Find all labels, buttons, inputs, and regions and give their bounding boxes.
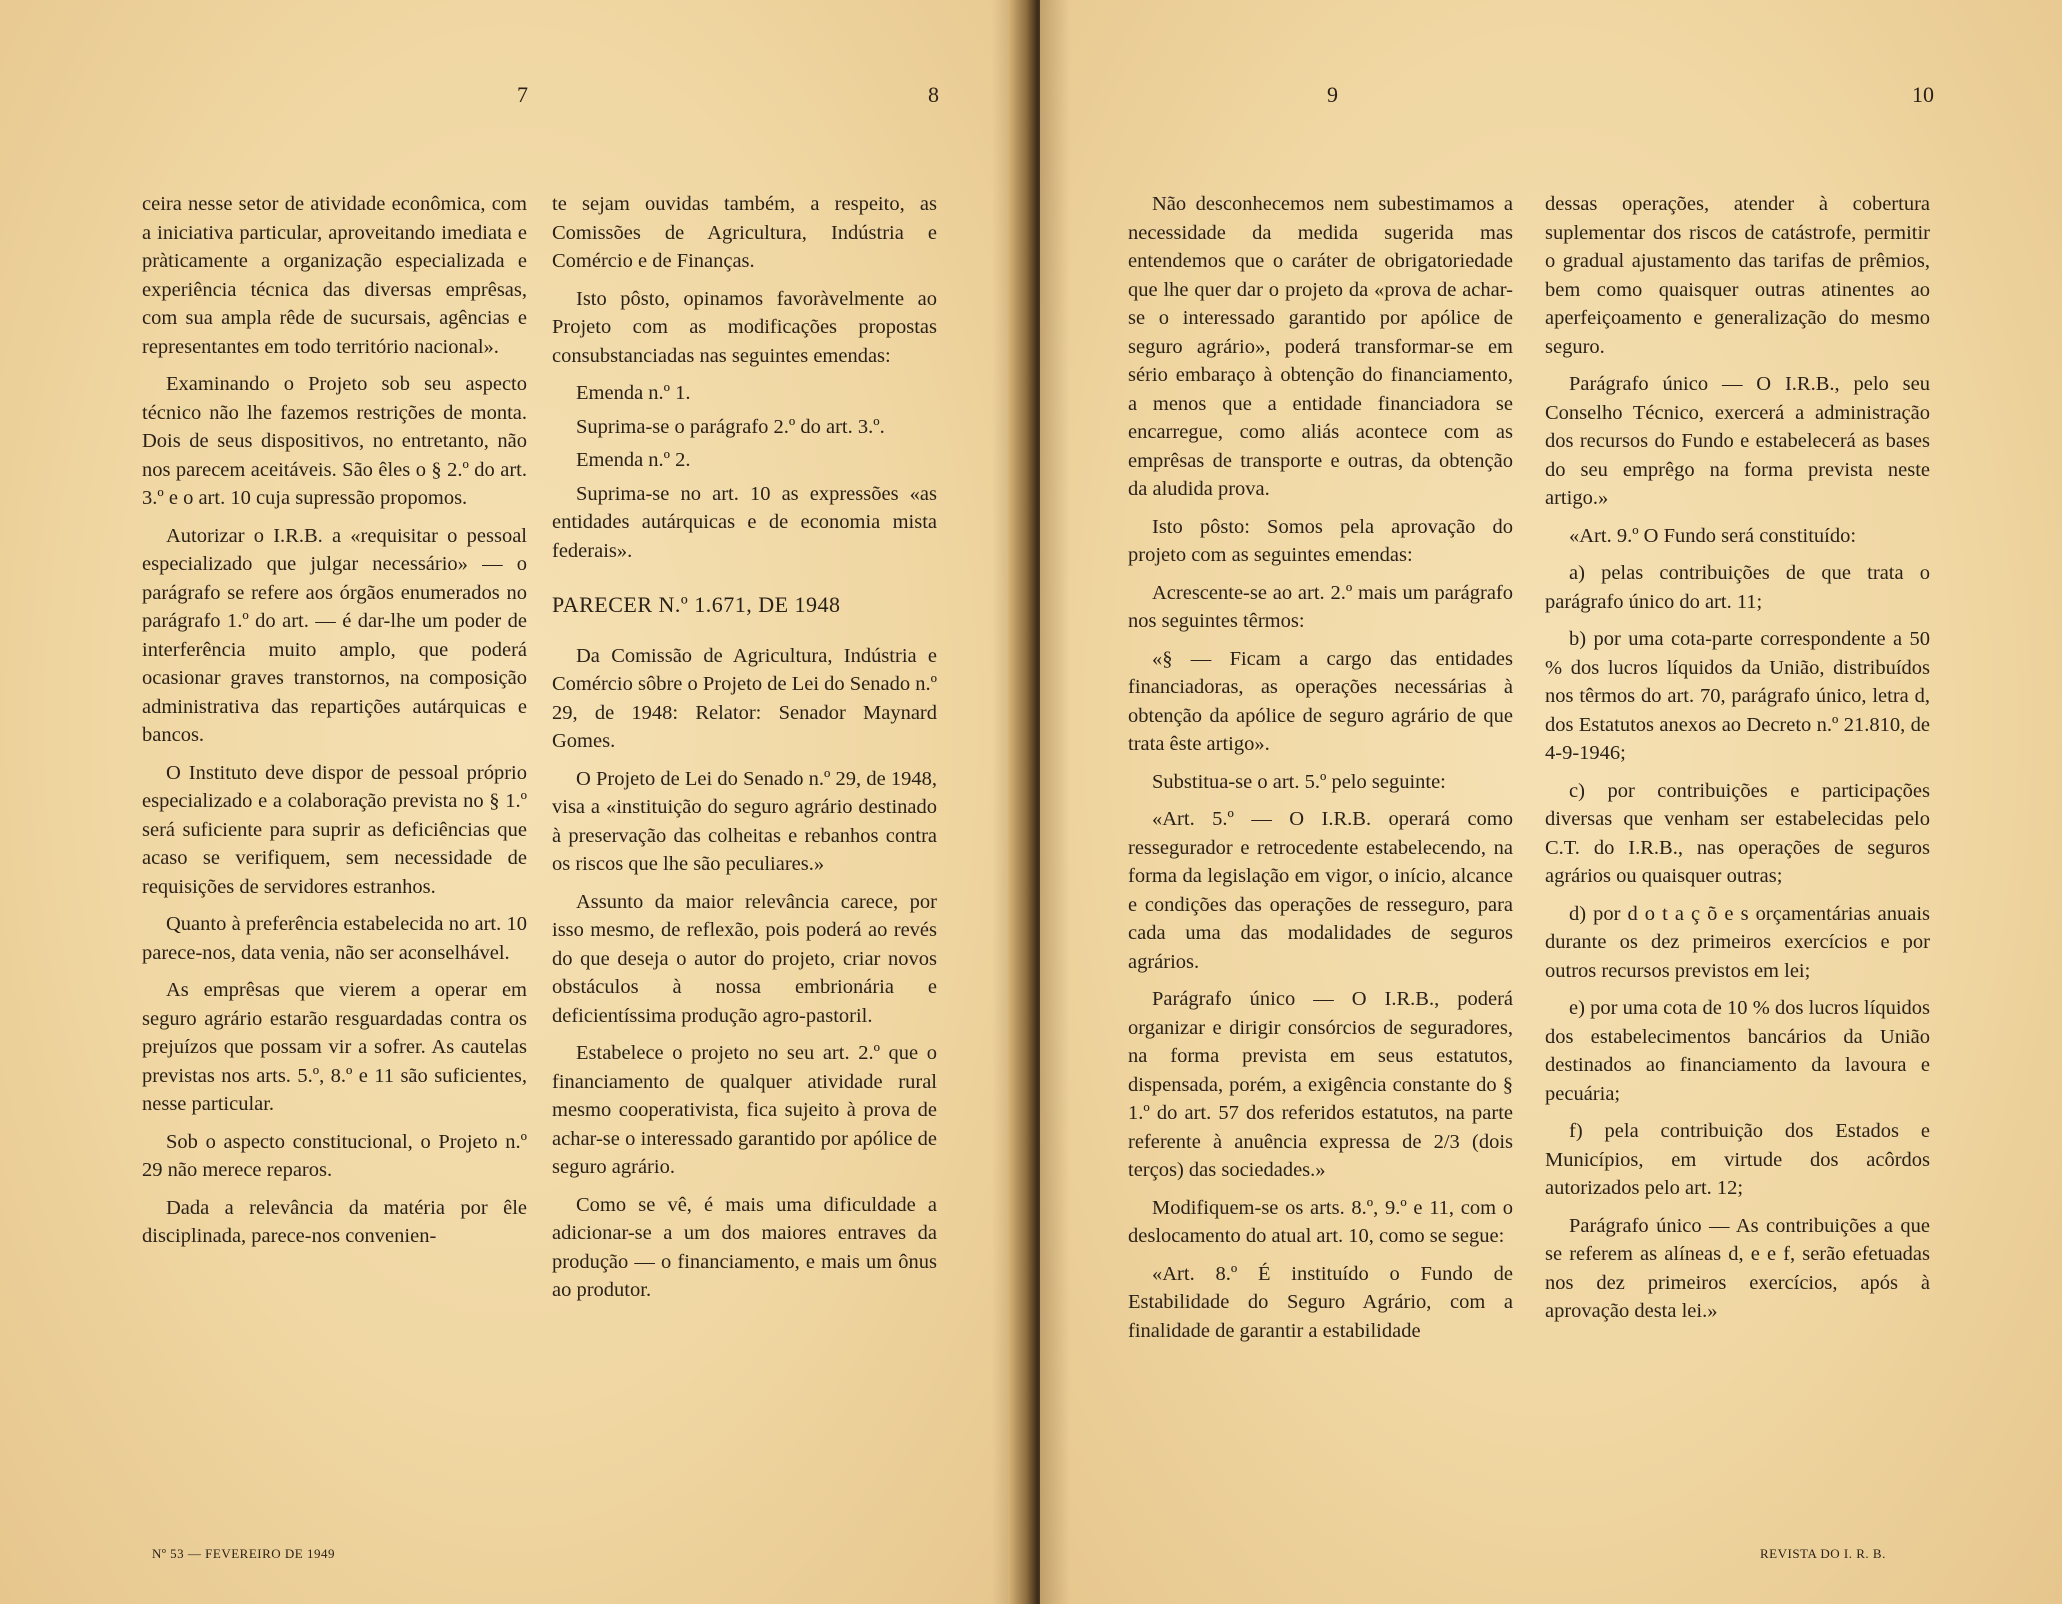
- paragraph: Substitua-se o art. 5.º pelo seguinte:: [1152, 770, 1446, 793]
- left-column-2: [552, 190, 937, 1314]
- paragraph: Estabelece o projeto no seu art. 2.º que o financiamento de qualquer atividade rural mesmo cooperativista, fica sujeito à prova de achar-se o interessado garantido por apólice de seguro agrário.: [552, 1042, 937, 1178]
- paragraph: O Projeto de Lei do Senado n.º 29, de 1948, visa a «instituição do seguro agrário destinado à preservação das colheitas e rebanhos contra os riscos que lhe são peculiares.»: [552, 767, 937, 875]
- paragraph: te sejam ouvidas também, a respeito, as Comissões de Agricultura, Indústria e Comércio e de Finanças.: [552, 193, 937, 272]
- paragraph: Sob o aspecto constitucional, o Projeto n.º 29 não merece reparos.: [142, 1130, 527, 1181]
- right-column-1: [1128, 190, 1513, 1354]
- paragraph: Suprima-se o parágrafo 2.º do art. 3.º.: [576, 415, 885, 438]
- paragraph: Suprima-se no art. 10 as expressões «as entidades autárquicas e de economia mista federais».: [552, 482, 937, 562]
- list-item: c) por contribuições e participações diversas que venham ser estabelecidas pelo C.T. do I.R.B., nas operações de seguros agrários ou quaisquer outras;: [1545, 779, 1930, 887]
- paragraph: Da Comissão de Agricultura, Indústria e Comércio sôbre o Projeto de Lei do Senado n.º 29, de 1948: Relator: Senador Maynard Gomes.: [552, 644, 937, 752]
- paragraph: Isto pôsto, opinamos favoràvelmente ao Projeto com as modificações propostas consubstanciadas nas seguintes emendas:: [552, 287, 937, 367]
- left-column-1: [142, 190, 527, 1260]
- right-column-2: [1545, 190, 1930, 1335]
- page-number-10: 10: [1912, 82, 1934, 107]
- page-number-7: 7: [517, 82, 528, 107]
- paragraph: Parágrafo único — O I.R.B., pelo seu Conselho Técnico, exercerá a administração dos recursos do Fundo e estabelecerá as bases do seu emprêgo na forma prevista neste artigo.»: [1545, 373, 1930, 509]
- paragraph: «Art. 5.º — O I.R.B. operará como ressegurador e retrocedente estabelecendo, na forma da legislação em vigor, o início, alcance e condições das operações de resseguro, para cada uma das modalidades de seguros agrários.: [1128, 808, 1513, 973]
- list-item: a) pelas contribuições de que trata o parágrafo único do art. 11;: [1545, 562, 1930, 613]
- paragraph: O Instituto deve dispor de pessoal próprio especializado e a colaboração prevista no § 1.º será suficiente para suprir as deficiências que acaso se verifiquem, sem necessidade de requisições de servidores estranhos.: [142, 761, 527, 898]
- page-number-9: 9: [1327, 82, 1338, 107]
- paragraph: Modifiquem-se os arts. 8.º, 9.º e 11, com o deslocamento do atual art. 10, como se segue:: [1128, 1196, 1513, 1247]
- left-page: [0, 0, 1022, 1604]
- amendment-label: Emenda n.º 2.: [576, 449, 691, 471]
- page-number-8: 8: [928, 82, 939, 107]
- list-item: b) por uma cota-parte correspondente a 50 % dos lucros líquidos da União, distribuídos nos têrmos do art. 70, parágrafo único, letra d, dos Estatutos anexos ao Decreto n.º 21.810, de 4-9-1946;: [1545, 628, 1930, 764]
- paragraph: Assunto da maior relevância carece, por isso mesmo, de reflexão, pois poderá ao revés do que deseja o autor do projeto, criar novos obstáculos à nossa embrionária e deficientíssima produção agro-pastoril.: [552, 890, 937, 1027]
- list-item: d) por d o t a ç õ e s orçamentárias anuais durante os dez primeiros exercícios e por outros recursos previstos em lei;: [1545, 902, 1930, 982]
- paragraph: «§ — Ficam a cargo das entidades financiadoras, as operações necessárias à obtenção da apólice de seguro agrário de que trata êste artigo».: [1128, 647, 1513, 755]
- paragraph: Parágrafo único — O I.R.B., poderá organizar e dirigir consórcios de seguradores, na forma prevista em seus estatutos, dispensada, porém, a exigência constante do § 1.º do art. 57 dos referidos estatutos, na parte referente à anuência expressa de 2/3 (dois terços) das sociedades.»: [1128, 988, 1513, 1181]
- list-item: e) por uma cota de 10 % dos lucros líquidos dos estabelecimentos bancários da União destinados ao financiamento da lavoura e pecuária;: [1545, 997, 1930, 1105]
- paragraph: Não desconhecemos nem subestimamos a necessidade da medida sugerida mas entendemos que o caráter de obrigatoriedade que lhe quer dar o projeto da «prova de achar-se o interessado garantido por apólice de seguro agrário», poderá transformar-se em sério embaraço à obtenção do financiamento, a menos que a entidade financiadora se encarregue, como aliás acontece com as emprêsas de transporte e outras, da obtenção da aludida prova.: [1128, 193, 1513, 500]
- section-heading: PARECER N.º 1.671, DE 1948: [552, 592, 841, 617]
- footer-issue: Nº 53 — FEVEREIRO DE 1949: [152, 1546, 335, 1561]
- list-item: f) pela contribuição dos Estados e Municípios, em virtude dos acôrdos autorizados pelo art. 12;: [1545, 1120, 1930, 1199]
- footer-publication: REVISTA DO I. R. B.: [1760, 1546, 1886, 1561]
- paragraph: ceira nesse setor de atividade econômica, com a iniciativa particular, aproveitando imediata e pràticamente a organização especializada e experiência técnica das diversas emprêsas, com sua ampla rêde de sucursais, agências e representantes em todo território nacional».: [142, 193, 527, 358]
- paragraph: dessas operações, atender à cobertura suplementar dos riscos de catástrofe, permitir o gradual ajustamento das tarifas de prêmios, bem como quaisquer outras atinentes ao aperfeiçoamento e generalização do mesmo seguro.: [1545, 193, 1930, 358]
- amendment-label: Emenda n.º 1.: [576, 382, 691, 404]
- paragraph: Examinando o Projeto sob seu aspecto técnico não lhe fazemos restrições de monta. Dois de seus dispositivos, no entretanto, não nos parecem aceitáveis. São êles o § 2.º do art. 3.º e o art. 10 cuja supressão propomos.: [142, 373, 527, 509]
- page-gutter-shadow: [1040, 0, 1070, 1604]
- paragraph: Parágrafo único — As contribuições a que se referem as alíneas d, e e f, serão efetuadas nos dez primeiros exercícios, após à aprovação desta lei.»: [1545, 1214, 1930, 1322]
- paragraph: Quanto à preferência estabelecida no art. 10 parece-nos, data venia, não ser aconselhável.: [142, 913, 527, 964]
- paragraph: «Art. 9.º O Fundo será constituído:: [1569, 524, 1857, 547]
- paragraph: Isto pôsto: Somos pela aprovação do projeto com as seguintes emendas:: [1128, 515, 1513, 566]
- paragraph: Autorizar o I.R.B. a «requisitar o pessoal especializado que julgar necessário» — o parágrafo se refere aos órgãos enumerados no parágrafo 1.º do art. — é dar-lhe um poder de interferência muito amplo, que poderá ocasionar graves transtornos, na composição administrativa das repartições autárquicas e bancos.: [142, 524, 527, 746]
- paragraph: Acrescente-se ao art. 2.º mais um parágrafo nos seguintes têrmos:: [1128, 581, 1513, 632]
- paragraph: «Art. 8.º É instituído o Fundo de Estabilidade do Seguro Agrário, com a finalidade de garantir a estabilidade: [1128, 1262, 1513, 1342]
- paragraph: Dada a relevância da matéria por êle disciplinada, parece-nos convenien-: [142, 1196, 527, 1247]
- paragraph: As emprêsas que vierem a operar em seguro agrário estarão resguardadas contra os prejuízos que possam vir a sofrer. As cautelas previstas nos arts. 5.º, 8.º e 11 são suficientes, nesse particular.: [142, 979, 527, 1115]
- paragraph: Como se vê, é mais uma dificuldade a adicionar-se a um dos maiores entraves da produção — o financiamento, e mais um ônus ao produtor.: [552, 1193, 937, 1301]
- right-page: [1040, 0, 2062, 1604]
